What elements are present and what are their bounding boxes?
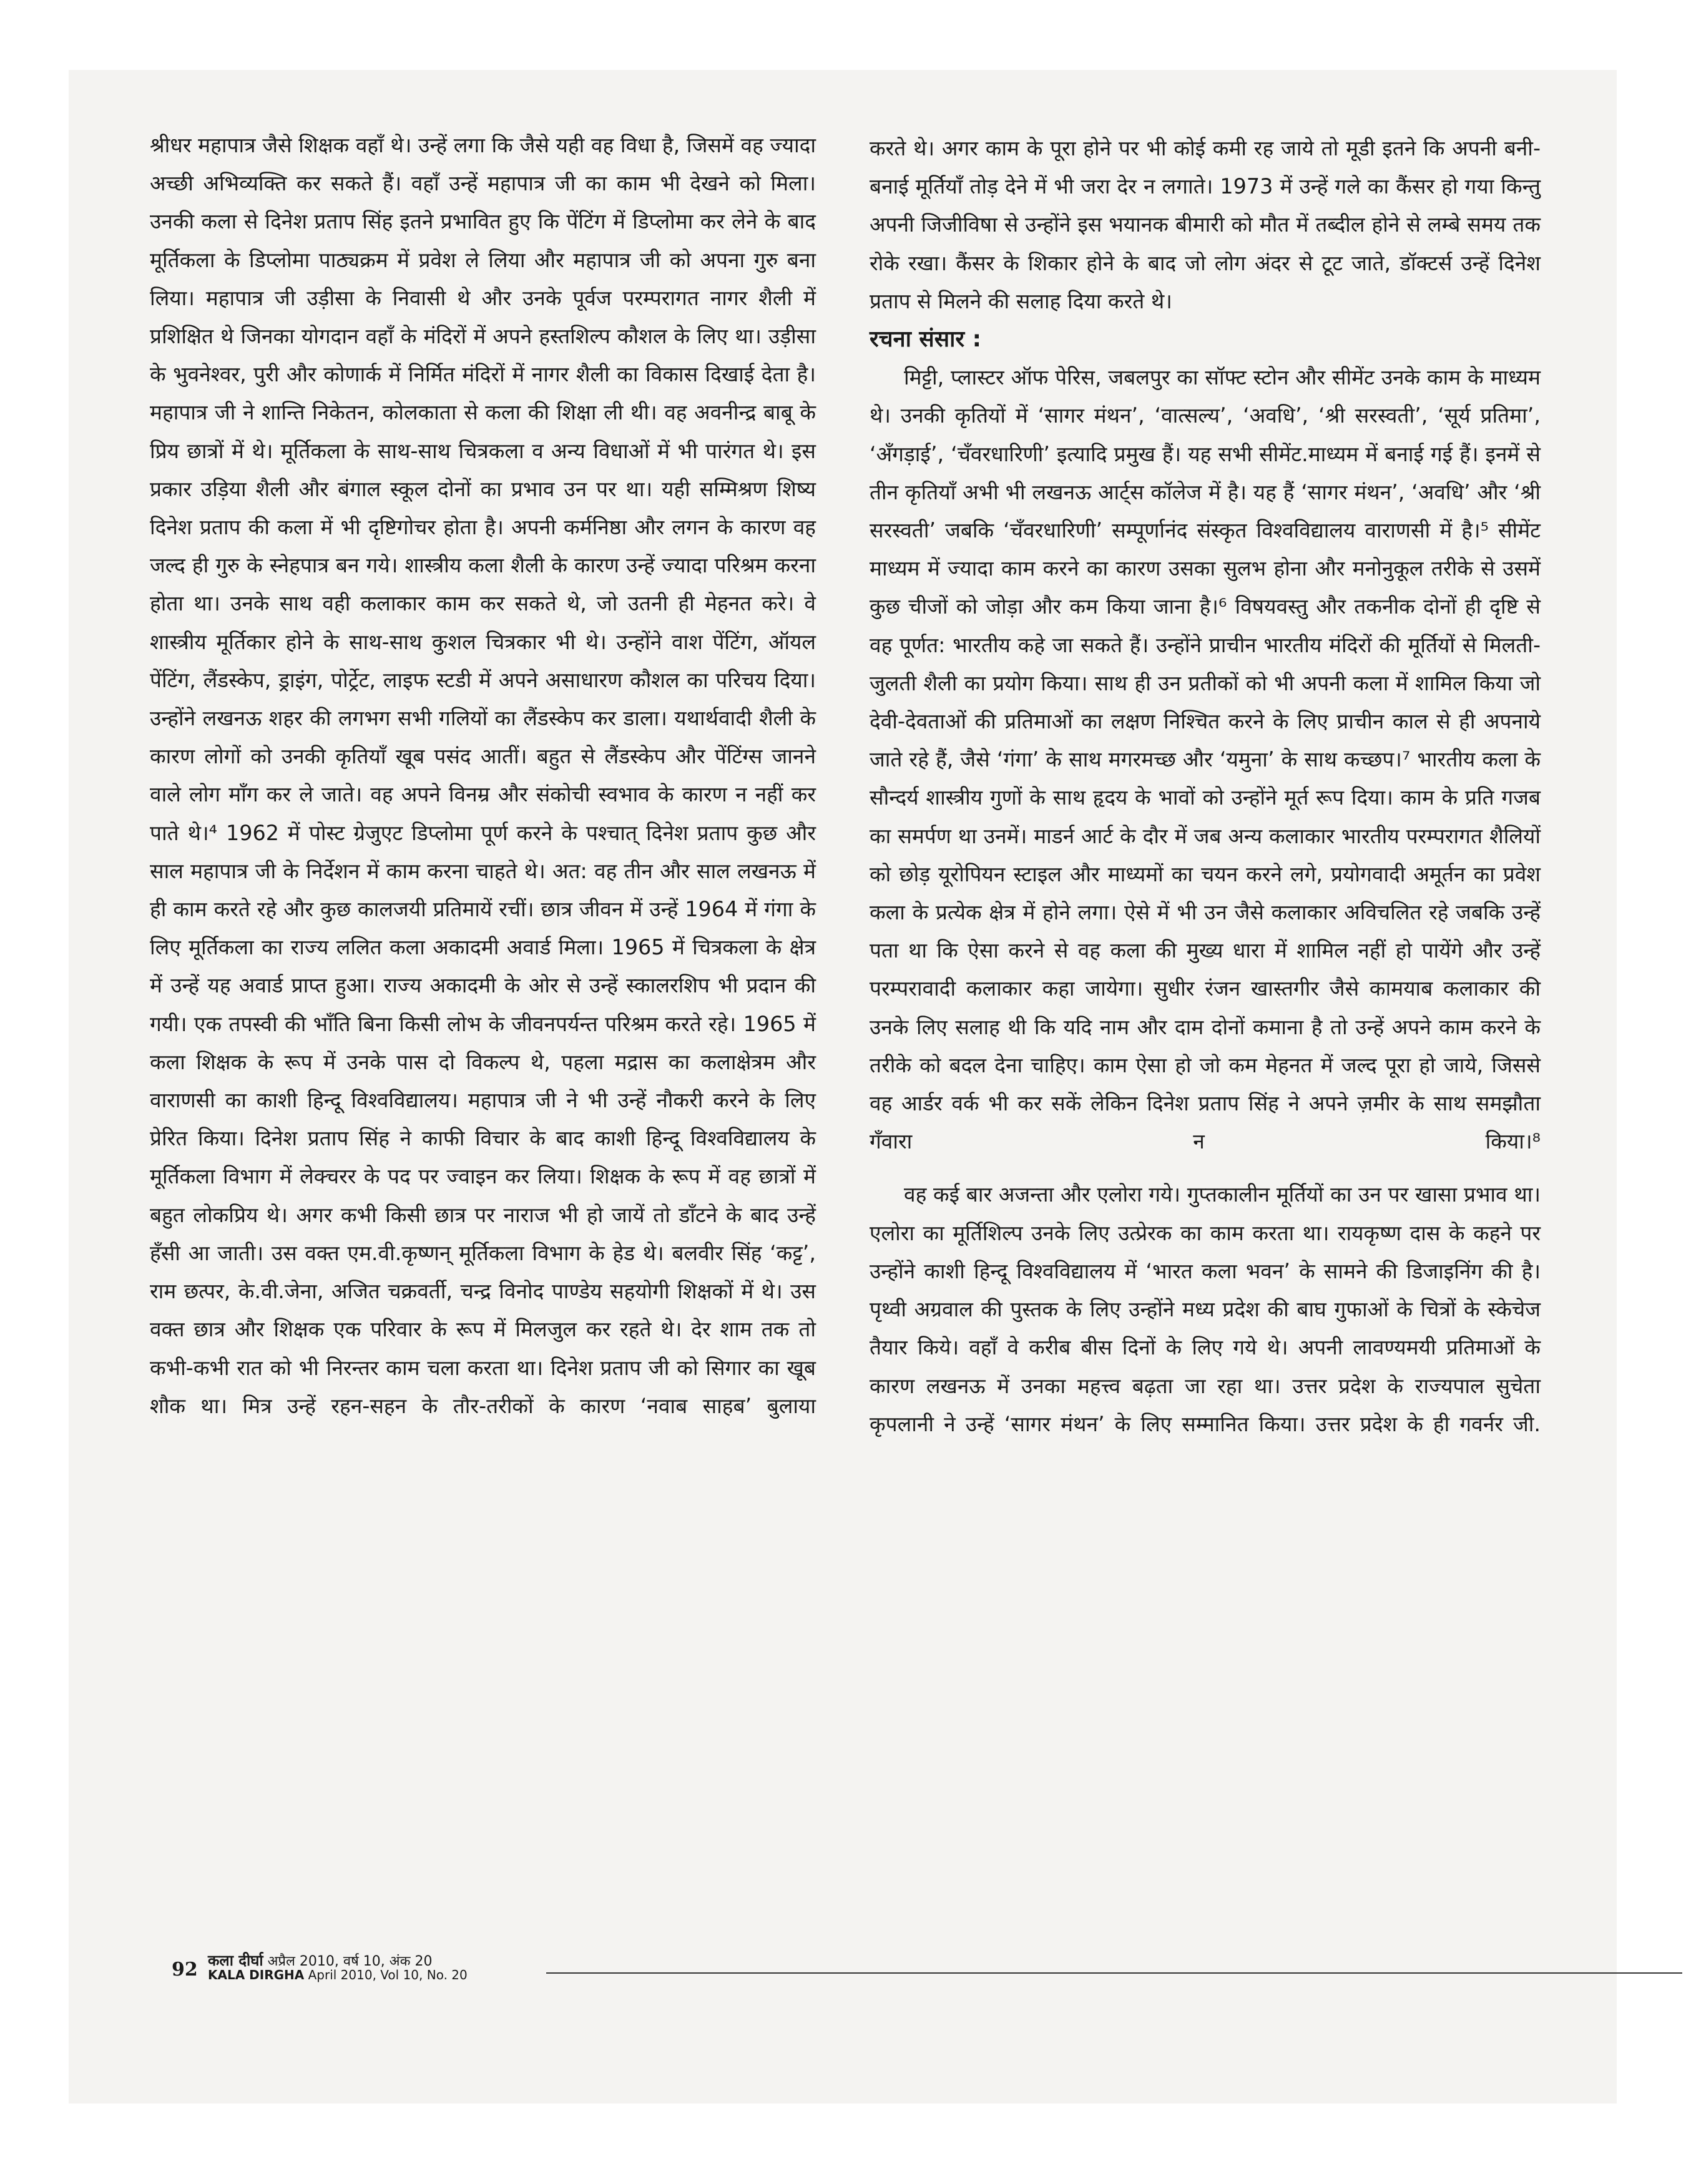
left-column	[150, 126, 816, 1425]
page-number: 92	[172, 1959, 198, 1981]
footer-rule	[546, 1972, 1682, 1974]
magazine-name-english: KALA DIRGHA	[208, 1967, 305, 1982]
section-heading: रचना संसार :	[870, 326, 982, 353]
body-paragraph: श्रीधर महापात्र जैसे शिक्षक वहाँ थे। उन्हें लगा कि जैसे यही वह विधा है, जिसमें वह ज्यादा अच्छी अभिव्यक्ति कर सकते हैं। वहाँ उन्हें महापात्र जी का काम भी देखने को मिला। उनकी कला से दिनेश प्रताप सिंह इतने प्रभावित हुए कि पेंटिंग में डिप्लोमा कर लेने के बाद मूर्तिकला के डिप्लोमा पाठ्यक्रम में प्रवेश ले लिया और महापात्र जी को अपना गुरु बना लिया। महापात्र जी उड़ीसा के निवासी थे और उनके पूर्वज परम्परागत नागर शैली में प्रशिक्षित थे जिनका योगदान वहाँ के मंदिरों में अपने हस्तशिल्प कौशल के लिए था। उड़ीसा के भुवनेश्वर, पुरी और कोणार्क में निर्मित मंदिरों में नागर शैली का विकास दिखाई देता है। महापात्र जी ने शान्ति निकेतन, कोलकाता से कला की शिक्षा ली थी। वह अवनीन्द्र बाबू के प्रिय छात्रों में थे। मूर्तिकला के साथ-साथ चित्रकला व अन्य विधाओं में भी पारंगत थे। इस प्रकार उड़िया शैली और बंगाल स्कूल दोनों का प्रभाव उन पर था। यही सम्मिश्रण शिष्य दिनेश प्रताप की कला में भी दृष्टिगोचर होता है। अपनी कर्मनिष्ठा और लगन के कारण वह जल्द ही गुरु के स्नेहपात्र बन गये। शास्त्रीय कला शैली के कारण उन्हें ज्यादा परिश्रम करना होता था। उनके साथ वही कलाकार काम कर सकते थे, जो उतनी ही मेहनत करे। वे शास्त्रीय मूर्तिकार होने के साथ-साथ कुशल चित्रकार भी थे। उन्होंने वाश पेंटिंग, ऑयल पेंटिंग, लैंडस्केप, ड्राइंग, पोर्ट्रेट, लाइफ स्टडी में अपने असाधारण कौशल का परिचय दिया। उन्होंने लखनऊ शहर की लगभग सभी गलियों का लैंडस्केप कर डाला। यथार्थवादी शैली के कारण लोगों को उनकी कृतियाँ खूब पसंद आतीं। बहुत से लैंडस्केप और पेंटिंग्स जानने वाले लोग माँग कर ले जाते। वह अपने विनम्र और संकोची स्वभाव के कारण न नहीं कर पाते थे।⁴ 1962 में पोस्ट ग्रेजुएट डिप्लोमा पूर्ण करने के पश्चात् दिनेश प्रताप कुछ और साल महापात्र जी के निर्देशन में काम करना चाहते थे। अत: वह तीन और साल लखनऊ में ही काम करते रहे और कुछ कालजयी प्रतिमायें रचीं। छात्र जीवन में उन्हें 1964 में गंगा के लिए मूर्तिकला का राज्य ललित कला अकादमी अवार्ड मिला। 1965 में चित्रकला के क्षेत्र में उन्हें यह अवार्ड प्राप्त हुआ। राज्य अकादमी के ओर से उन्हें स्कालरशिप भी प्रदान की गयी। एक तपस्वी की भाँति बिना किसी लोभ के जीवनपर्यन्त परिश्रम करते रहे। 1965 में कला शिक्षक के रूप में उनके पास दो विकल्प थे, पहला मद्रास का कलाक्षेत्रम और वाराणसी का काशी हिन्दू विश्वविद्यालय। महापात्र जी ने भी उन्हें नौकरी करने के लिए प्रेरित किया। दिनेश प्रताप सिंह ने काफी विचार के बाद काशी हिन्दू विश्वविद्यालय के मूर्तिकला विभाग में लेक्चरर के पद पर ज्वाइन कर लिया। शिक्षक के रूप में वह छात्रों में बहुत लोकप्रिय थे। अगर कभी किसी छात्र पर नाराज भी हो जायें तो डाँटने के बाद उन्हें हँसी आ जाती। उस वक्त एम.वी.कृष्णन् मूर्तिकला विभाग के हेड थे। बलवीर सिंह ‘कट्ट’, राम छत्पर, के.वी.जेना, अजित चक्रवर्ती, चन्द्र विनोद पाण्डेय सहयोगी शिक्षकों में थे। उस वक्त छात्र और शिक्षक एक परिवार के रूप में मिलजुल कर रहते थे। देर शाम तक तो कभी-कभी रात को भी निरन्तर काम चला करता था। दिनेश प्रताप जी को सिगार का खूब शौक था। मित्र उन्हें रहन-सहन के तौर-तरीकों के कारण ‘नवाब साहब’ बुलाया	[150, 133, 816, 1418]
magazine-name-hindi: कला दीर्घा	[208, 1952, 263, 1969]
right-column	[870, 129, 1541, 1443]
footer-english-line	[208, 1967, 468, 1982]
body-paragraph: वह कई बार अजन्ता और एलोरा गये। गुप्तकालीन मूर्तियों का उन पर खासा प्रभाव था। एलोरा का मूर्तिशिल्प उनके लिए उत्प्रेरक का काम करता था। रायकृष्ण दास के कहने पर उन्होंने काशी हिन्दू विश्वविद्यालय में ‘भारत कला भवन’ के सामने की डिजाइनिंग की है। पृथ्वी अग्रवाल की पुस्तक के लिए उन्होंने मध्य प्रदेश की बाघ गुफाओं के चित्रों के स्केचेज तैयार किये। वहाँ वे करीब बीस दिनों के लिए गये थे। अपनी लावण्यमयी प्रतिमाओं के कारण लखनऊ में उनका महत्त्व बढ़ता जा रहा था। उत्तर प्रदेश के राज्यपाल सुचेता कृपलानी ने उन्हें ‘सागर मंथन’ के लिए सम्मानित किया। उत्तर प्रदेश के ही गवर्नर जी.	[870, 1182, 1541, 1436]
issue-info-english: April 2010, Vol 10, No. 20	[308, 1967, 468, 1982]
issue-info-hindi: अप्रैल 2010, वर्ष 10, अंक 20	[267, 1954, 433, 1969]
page-footer	[172, 1950, 1607, 1987]
body-paragraph: मिट्टी, प्लास्टर ऑफ पेरिस, जबलपुर का सॉफ्ट स्टोन और सीमेंट उनके काम के माध्यम थे। उनकी कृतियों में ‘सागर मंथन’, ‘वात्सल्य’, ‘अवधि’, ‘श्री सरस्वती’, ‘सूर्य प्रतिमा’, ‘अँगड़ाई’, ‘चँवरधारिणी’ इत्यादि प्रमुख हैं। यह सभी सीमेंट.माध्यम में बनाई गई हैं। इनमें से तीन कृतियाँ अभी भी लखनऊ आर्ट्स कॉलेज में है। यह हैं ‘सागर मंथन’, ‘अवधि’ और ‘श्री सरस्वती’ जबकि ‘चँवरधारिणी’ सम्पूर्णानंद संस्कृत विश्वविद्यालय वाराणसी में है।⁵ सीमेंट माध्यम में ज्यादा काम करने का कारण उसका सुलभ होना और मनोनुकूल तरीके से उसमें कुछ चीजों को जोड़ा और कम किया जाना है।⁶ विषयवस्तु और तकनीक दोनों ही दृष्टि से वह पूर्णत: भारतीय कहे जा सकते हैं। उन्होंने प्राचीन भारतीय मंदिरों की मूर्तियों से मिलती-जुलती शैली का प्रयोग किया। साथ ही उन प्रतीकों को भी अपनी कला में शामिल किया जो देवी-देवताओं की प्रतिमाओं का लक्षण निश्चित करने के लिए प्राचीन काल से ही अपनाये जाते रहे हैं, जैसे ‘गंगा’ के साथ मगरमच्छ और ‘यमुना’ के साथ कच्छप।⁷ भारतीय कला के सौन्दर्य शास्त्रीय गुणों के साथ हृदय के भावों को उन्होंने मूर्त रूप दिया। काम के प्रति गजब का समर्पण था उनमें। माडर्न आर्ट के दौर में जब अन्य कलाकार भारतीय परम्परागत शैलियों को छोड़ यूरोपियन स्टाइल और माध्यमों का चयन करने लगे, प्रयोगवादी अमूर्तन का प्रवेश कला के प्रत्येक क्षेत्र में होने लगा। ऐसे में भी उन जैसे कलाकार अविचलित रहे जबकि उन्हें पता था कि ऐसा करने से वह कला की मुख्य धारा में शामिल नहीं हो पायेंगे और उन्हें परम्परावादी कलाकार कहा जायेगा। सुधीर रंजन खास्तगीर जैसे कामयाब कलाकार की उनके लिए सलाह थी कि यदि नाम और दाम दोनों कमाना है तो उन्हें अपने काम करने के तरीके को बदल देना चाहिए। काम ऐसा हो जो कम मेहनत में जल्द पूरा हो जाये, जिससे वह आर्डर वर्क भी कर सकें लेकिन दिनेश प्रताप सिंह ने अपने ज़मीर के साथ समझौता गँवारा न किया।⁸	[870, 365, 1541, 1154]
body-paragraph: करते थे। अगर काम के पूरा होने पर भी कोई कमी रह जाये तो मूडी इतने कि अपनी बनी-बनाई मूर्तियाँ तोड़ देने में भी जरा देर न लगाते। 1973 में उन्हें गले का कैंसर हो गया किन्तु अपनी जिजीविषा से उन्होंने इस भयानक बीमारी को मौत में तब्दील होने से लम्बे समय तक रोके रखा। कैंसर के शिकार होने के बाद जो लोग अंदर से टूट जाते, डॉक्टर्स उन्हें दिनेश प्रताप से मिलने की सलाह दिया करते थे।	[870, 136, 1541, 313]
magazine-page	[69, 70, 1617, 2103]
